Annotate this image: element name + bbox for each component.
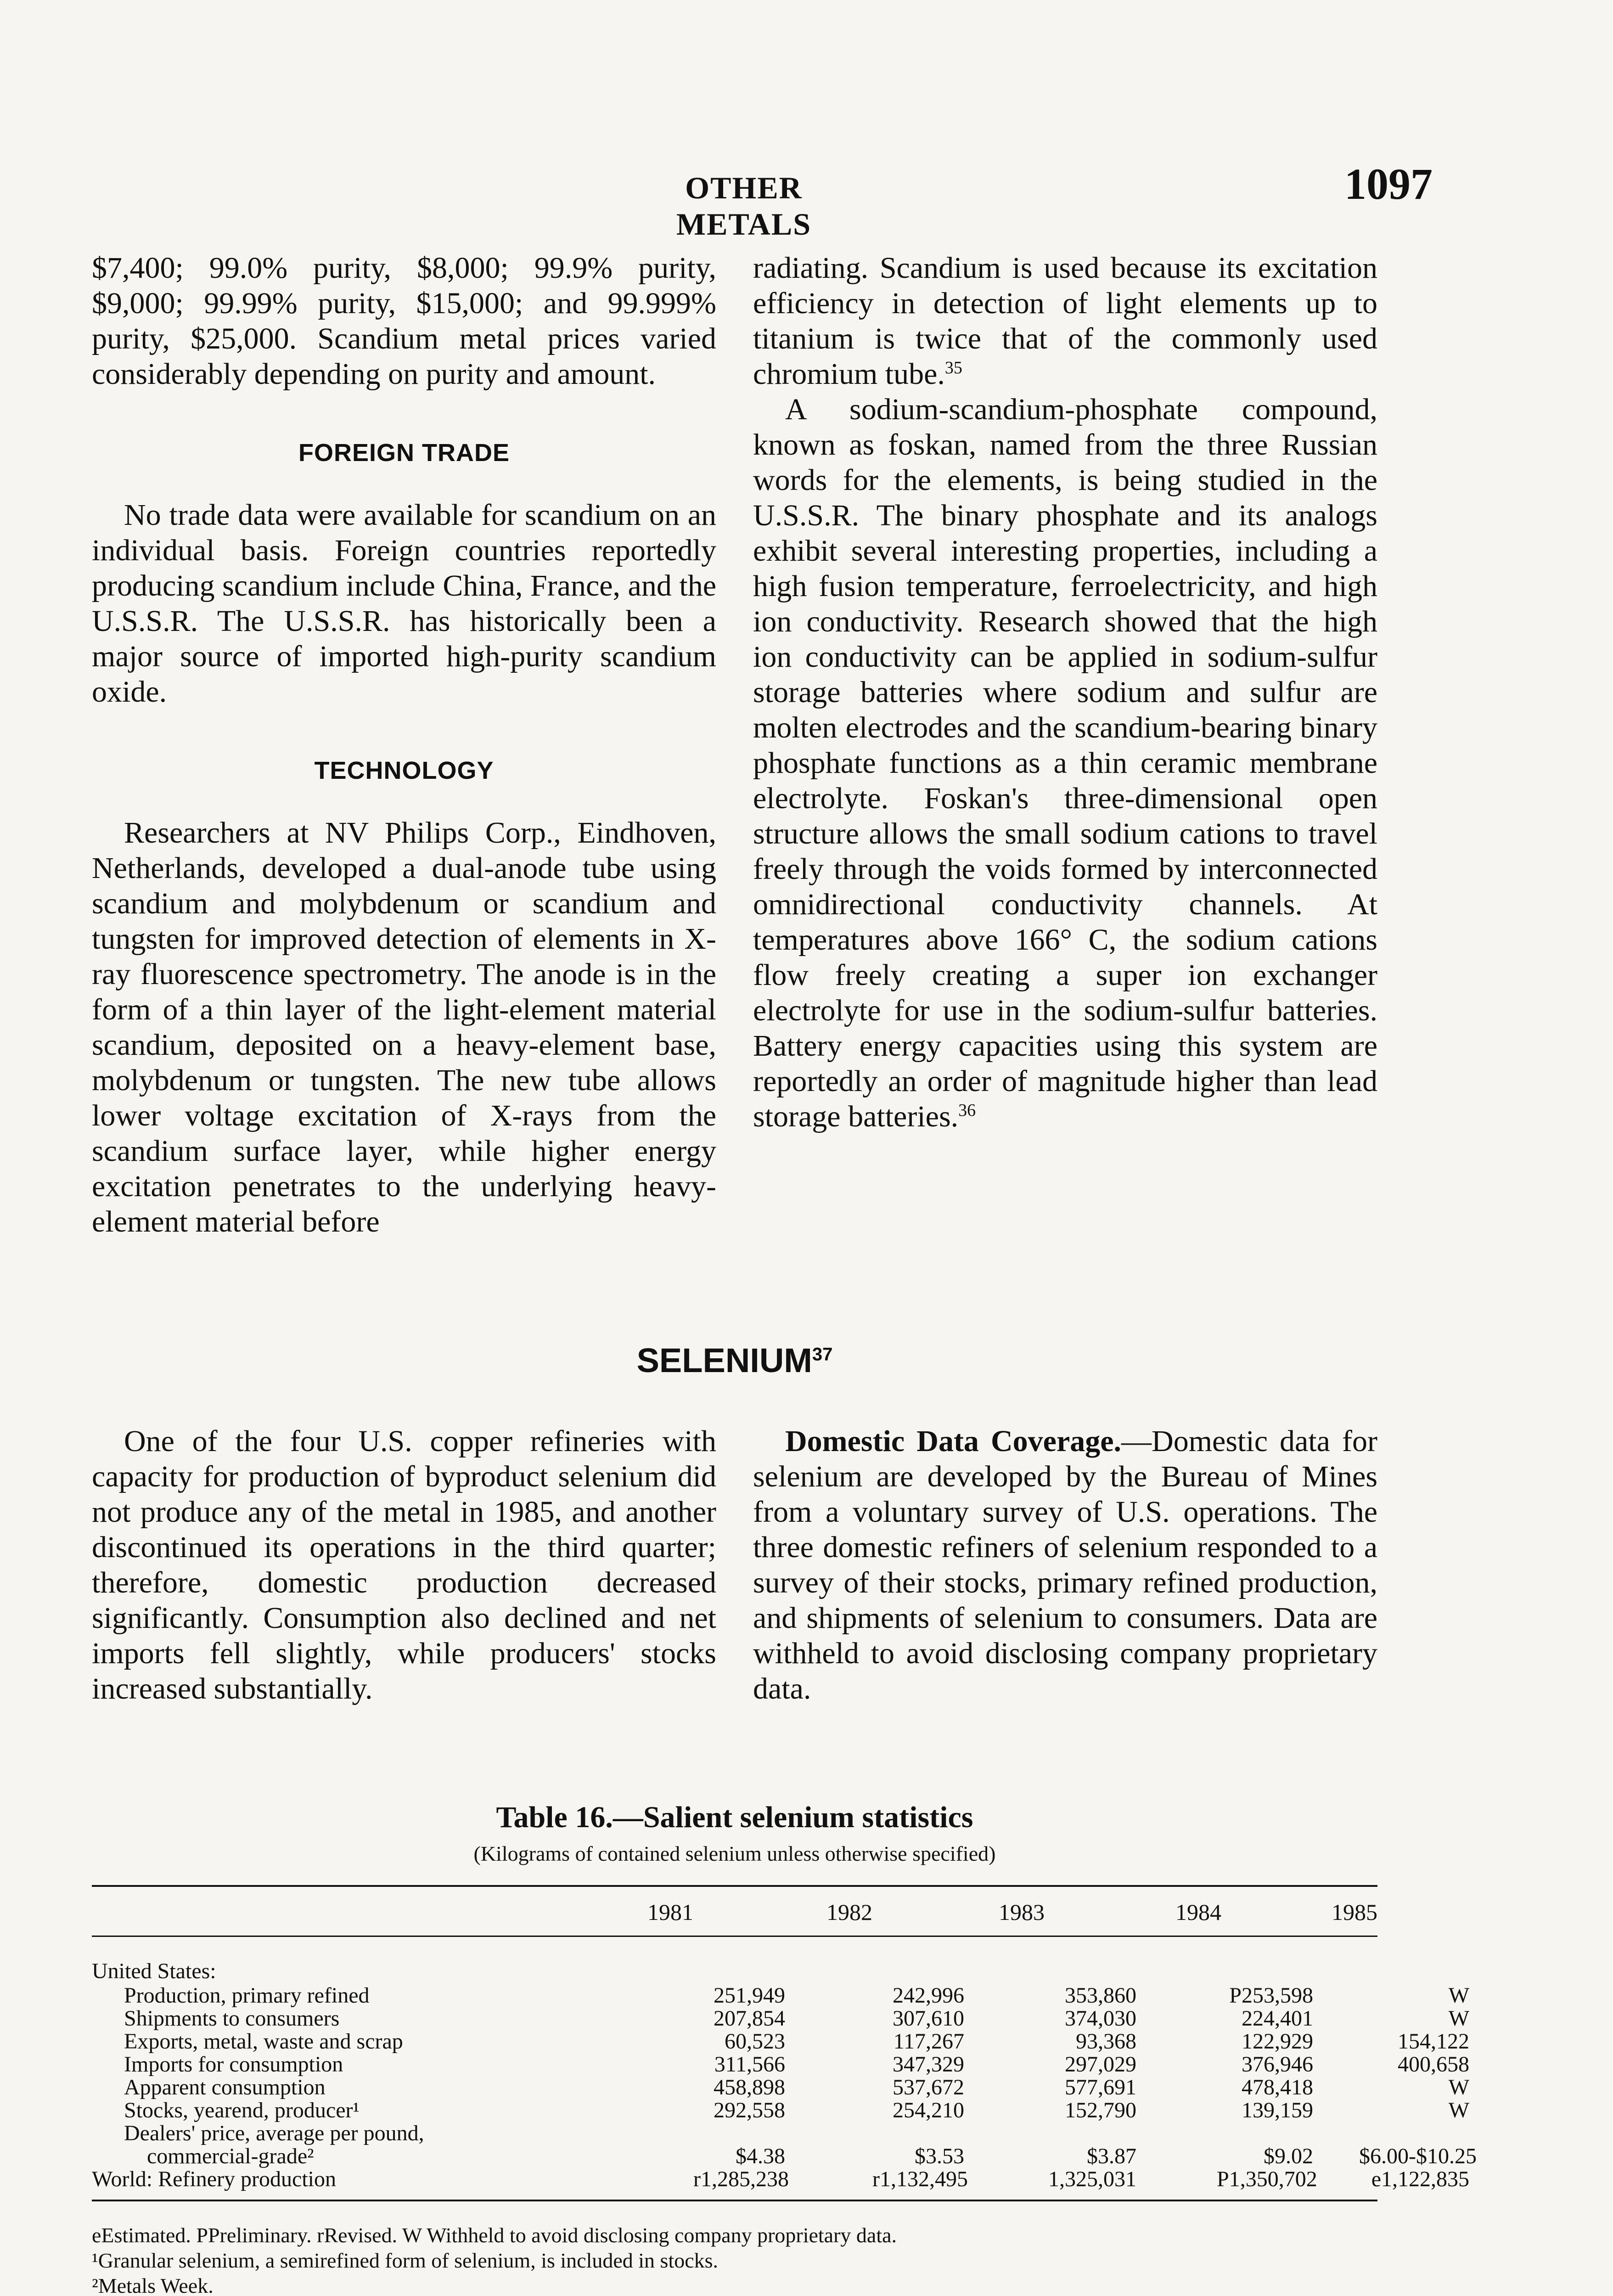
cell: e1,122,835 — [1371, 2167, 1469, 2191]
cell: W — [1448, 2075, 1469, 2099]
row-label: World: Refinery production — [92, 2167, 337, 2191]
row-label: Stocks, yearend, producer¹ — [124, 2098, 360, 2122]
table-row-price — [92, 2144, 1477, 2168]
selenium-intro-paragraph: One of the four U.S. copper refineries with capacity for production of byproduct selenium did not produce any of the metal in 1985, and another discontinued its operations in the third quarter; therefore, domestic production decreased significantly. Consumption also declined and net imports fell slightly, while producers' stocks increased substantially. — [92, 1424, 716, 1705]
column-header-1983: 1983 — [999, 1899, 1045, 1925]
selenium-right-column — [753, 1424, 1377, 1706]
cell: P253,598 — [1229, 1983, 1313, 2008]
cell: $6.00-$10.25 — [1359, 2144, 1477, 2168]
foskan-paragraph: A sodium-scandium-phosphate compound, known as foskan, named from the three Russian words for the elements, is being studied in the U.S.S.R. The binary phosphate and its analogs exhibit several interesting properties, including a high fusion temperature, ferroelectricity, and high ion conductivity. Research showed that the high ion conductivity can be applied in sodium-sulfur storage batteries where sodium and sulfur are molten electrodes and the scandium-bearing binary phosphate functions as a thin ceramic membrane electrolyte. Foskan's three-dimensional open structure allows the small sodium cations to travel freely through the voids formed by interconnected omnidirectional conductivity channels. At temperatures above 166° C, the sodium cations flow freely creating a super ion exchanger electrolyte for use in the sodium-sulfur batteries. Battery energy capacities using this system are reportedly an order of magnitude higher than lead storage batteries.$^{36}$ — [753, 393, 1377, 1133]
cell: 292,558 — [714, 2098, 785, 2122]
table-group-row — [92, 1958, 1377, 1982]
footnote-1: ¹Granular selenium, a semirefined form of selenium, is included in stocks. — [92, 2249, 719, 2272]
footnote-2: ²Metals Week. — [92, 2274, 214, 2296]
selenium-section-title: SELENIUM$^{37}$ — [636, 1341, 833, 1379]
cell: 537,672 — [893, 2075, 964, 2099]
cell: 254,210 — [893, 2098, 964, 2122]
table-footnotes — [92, 2223, 1377, 2296]
table-row — [92, 2098, 1469, 2122]
cell: 577,691 — [1065, 2075, 1136, 2099]
table-bottom-rule — [92, 2200, 1377, 2201]
foreign-trade-heading: FOREIGN TRADE — [298, 439, 510, 467]
cell: 458,898 — [714, 2075, 785, 2099]
cell: 93,368 — [1076, 2029, 1136, 2054]
cell: 60,523 — [725, 2029, 785, 2054]
row-label: Apparent consumption — [124, 2075, 326, 2099]
table-header-rule — [92, 1936, 1377, 1937]
table-row-price-label — [92, 2121, 1377, 2144]
cell: 353,860 — [1065, 1983, 1136, 2008]
domestic-data-coverage-paragraph: Domestic Data Coverage.—Domestic data for selenium are developed by the Bureau of Mines from a voluntary survey of U.S. operations. The three domestic refiners of selenium responded to a survey of their stocks, primary refined production, and shipments of selenium to consumers. Data are withheld to avoid disclosing company proprietary data. — [753, 1424, 1377, 1705]
cell: 122,929 — [1242, 2029, 1313, 2054]
table-row-world — [92, 2167, 1469, 2191]
technology-heading: TECHNOLOGY — [314, 757, 494, 784]
cell: 139,159 — [1242, 2098, 1313, 2122]
cell: 224,401 — [1242, 2006, 1313, 2031]
row-label: Dealers' price, average per pound, — [124, 2121, 424, 2145]
left-column — [92, 250, 716, 1239]
column-header-1982: 1982 — [826, 1899, 872, 1925]
table-row — [92, 2052, 1469, 2077]
cell: 311,566 — [714, 2052, 785, 2077]
cell: r1,285,238 — [693, 2167, 789, 2191]
cell: 376,946 — [1242, 2052, 1313, 2077]
column-header-1981: 1981 — [647, 1899, 693, 1925]
foreign-trade-paragraph: No trade data were available for scandium on an individual basis. Foreign countries reportedly producing scandium include China, France, and the U.S.S.R. The U.S.S.R. has historically been a major source of imported high-purity scandium oxide. — [92, 498, 716, 709]
row-label: Production, primary refined — [124, 1983, 370, 2008]
table-row — [92, 1983, 1469, 2008]
cell: 374,030 — [1065, 2006, 1136, 2031]
table-top-rule — [92, 1885, 1377, 1887]
scandium-radiating-paragraph: radiating. Scandium is used because its excitation efficiency in detection of light elements up to titanium is twice that of the commonly used chromium tube.$^{35}$ — [753, 251, 1377, 391]
table-title: Table 16.—Salient selenium statistics — [496, 1801, 973, 1834]
row-label: Imports for consumption — [124, 2052, 343, 2077]
cell: $4.38 — [736, 2144, 785, 2168]
cell: P1,350,702 — [1217, 2167, 1317, 2191]
cell: 1,325,031 — [1048, 2167, 1136, 2191]
table-subtitle: (Kilograms of contained selenium unless otherwise specified) — [473, 1842, 996, 1865]
cell: W — [1448, 2098, 1469, 2122]
selenium-left-column — [92, 1424, 716, 1706]
cell: 207,854 — [714, 2006, 785, 2031]
scandium-prices-paragraph: $7,400; 99.0% purity, $8,000; 99.9% purity, $9,000; 99.99% purity, $15,000; and 99.999% purity, $25,000. Scandium metal prices varied considerably depending on purity and amount. — [92, 251, 716, 391]
reference-36: 36 — [958, 1101, 976, 1120]
cell: 307,610 — [893, 2006, 964, 2031]
column-header-1985: 1985 — [1332, 1899, 1377, 1925]
cell: $3.87 — [1087, 2144, 1136, 2168]
row-label: Exports, metal, waste and scrap — [124, 2029, 403, 2054]
cell: 478,418 — [1242, 2075, 1313, 2099]
table-row — [92, 2075, 1469, 2099]
cell: W — [1448, 1983, 1469, 2008]
page-number: 1097 — [1344, 159, 1433, 208]
right-column — [753, 250, 1377, 1134]
cell: 152,790 — [1065, 2098, 1136, 2122]
cell: 251,949 — [714, 1983, 785, 2008]
cell: 242,996 — [893, 1983, 964, 2008]
cell: W — [1448, 2006, 1469, 2031]
cell: 117,267 — [893, 2029, 964, 2054]
reference-37: 37 — [812, 1344, 833, 1365]
table-row — [92, 2029, 1469, 2054]
cell: 400,658 — [1398, 2052, 1469, 2077]
footnote-symbols: eEstimated. PPreliminary. rRevised. W Withheld to avoid disclosing company proprietary data. — [92, 2223, 897, 2247]
row-label: Shipments to consumers — [124, 2006, 340, 2031]
cell: r1,132,495 — [872, 2167, 968, 2191]
cell: 154,122 — [1398, 2029, 1469, 2054]
row-label: commercial-grade² — [147, 2144, 314, 2168]
column-header-1984: 1984 — [1175, 1899, 1221, 1925]
table-row — [92, 2006, 1469, 2031]
cell: 297,029 — [1065, 2052, 1136, 2077]
running-head: OTHER METALS — [676, 170, 812, 242]
reference-35: 35 — [944, 358, 962, 377]
cell: $3.53 — [915, 2144, 964, 2168]
technology-paragraph: Researchers at NV Philips Corp., Eindhoven, Netherlands, developed a dual-anode tube using scandium and molybdenum or scandium and tungsten for improved detection of elements in X-ray fluorescence spectrometry. The anode is in the form of a thin layer of the light-element material scandium, deposited on a heavy-element base, molybdenum or tungsten. The new tube allows lower voltage excitation of X-rays from the scandium surface layer, while higher energy excitation penetrates to the underlying heavy-element material before — [92, 816, 716, 1238]
cell: 347,329 — [893, 2052, 964, 2077]
cell: $9.02 — [1264, 2144, 1313, 2168]
domestic-data-coverage-lead: Domestic Data Coverage. — [785, 1424, 1122, 1458]
group-label: United States: — [92, 1959, 216, 1983]
